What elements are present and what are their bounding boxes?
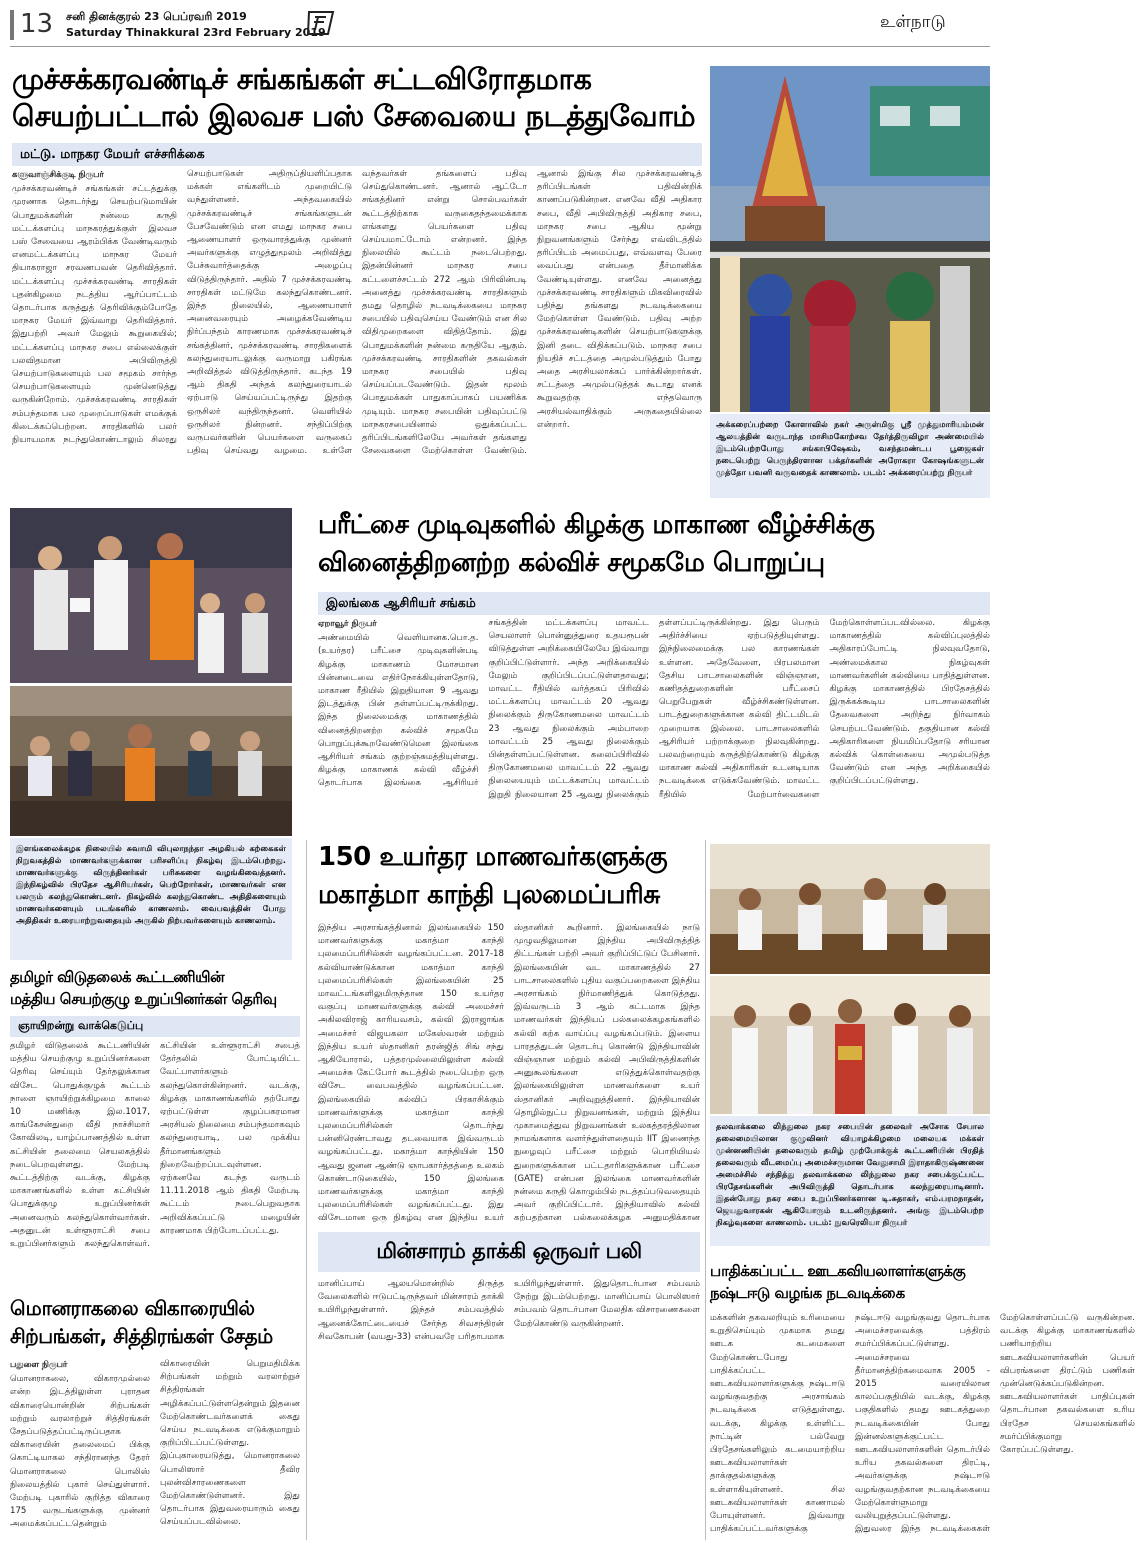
story2-subheading: இலங்கை ஆசிரியர் சங்கம் [318,592,990,615]
date-english: Saturday Thinakkural 23rd February 2019 [66,26,326,39]
temple-festival-photo [710,66,990,412]
story7-headline-line1: பாதிக்கப்பட்ட ஊடகவியலாளர்களுக்கு [710,1262,966,1280]
page-number: 13 [20,9,54,39]
story6-headline-box [318,1232,700,1272]
story1-text: முச்சக்கரவண்டிச் சங்கங்கள் சட்டத்துக்கு முரணாக தொடர்ந்து செயற்படுமாயின் பொதுமக்களின் நன்மை கருதி மட்டக்களப்பு மாநகரத்துக்குள் இலவச பஸ் சேவையை ஆரம்பிக்க வேண்டிவரும் எனமட்டக்களப்பு மாநகர மேயர் தியாகராஜா சரவணபவன் தெரிவித்தார். மட்டக்களப்பு முச்சக்கரவண்டி சாரதிகள் புதன்கிழமை நடத்திய ஆர்ப்பாட்டம் தொடர்பாக கருத்துத் தெரிவிக்கும்போதே மாநகர மேயர் இவ்வாறு தெரிவித்தார். இதுபற்றி அவர் மேலும் கூறுகையில்; மட்டக்களப்பு மாநகர சபை எல்லைக்குள் பலவிதமான அபிவிருத்தி செயற்பாடுகளையும் பல சமூகம் சார்ந்த செயற்பாடுகளையும் முன்னெடுத்து வருகின்றோம். முச்சக்கரவண்டி சாரதிகள் சம்பந்தமாக பல முறைப்பாடுகள் எமக்குக் கிடைக்கப்பெற்றன. சாரதிகளில் பலர் நியாயமாக நடந்துகொண்டாலும் சிலரது செயற்பாடுகள் அதிருப்தியளிப்பதாக மக்கள் எங்களிடம் முறையிட்டு வந்துள்ளனர். அந்தவகையில் முச்சக்கரவண்டிச் சங்கங்களுடன் பேசவேண்டும் என எமது மாநகர சபை ஆணையாளர் ஒருவாரத்துக்கு முன்னர் அவர்களுக்கு எழுத்துமூலம் அறிவித்து பேச்சுவார்த்தைக்கு அழைப்பு விடுத்திருந்தார். அதில் 7 முச்சக்கரவண்டி சாரதிகள் மட்டுமே கலந்துகொண்டனர். இந்த நிலையில், ஆணையாளர் அனைவரையும் அழைக்கவேண்டிய நிர்ப்பந்தம் காரணமாக முச்சக்கரவண்டிச் சங்கத்தினர், முச்சக்கரவண்டி சாரதிகளைக் கலந்துரையாடலுக்கு வருமாறு பகிரங்க அறிவித்தல் விடுத்திருந்தார். கடந்த 19 ஆம் திகதி அந்தக் கலந்துரையாடல் ஏற்பாடு செய்யப்பட்டிருந்து இதற்கு ஒருசிலர் வந்திருந்தனர். வெளியில் ஒருசிலர் நின்றனர். சந்திப்பிற்கு வருபவர்களின் பெயர்களை வருகைப் பதிவு செய்வது வழமை. உள்ளே வந்தவர்கள் தங்களைப் பதிவு செய்துகொண்டனர். ஆனால் ஆட்டோ சங்கத்தினர் என்று சொல்பவர்கள் கூட்டத்திற்காக வருகைதந்தமைக்காக எங்களது பெயர்களை பதிவு செய்யமாட்டோம் என்றனர். இந்த நிலையில் கூட்டம் நடைபெற்றது. இதன்பின்னர் மாநகர சபை கட்டளைச்சட்டம் 272 ஆம் பிரிவின்படி அனைத்து முச்சக்கரவண்டி சாரதிகளும் தமது தொழில் நடவடிக்கையை மாநகர சபையில் பதிவுசெய்ய வேண்டும் என சில விதிமுறைகளை விதித்தோம். இது பொதுமக்களின் நன்மை கருதியே ஆகும். முச்சக்கரவண்டி சாரதிகளின் தகவல்கள் மாநகர சபையில் பதிவு செய்யப்படவேண்டும். இதன் மூலம் பொதுமக்கள் பாதுகாப்பாகப் பயணிக்க முடியும். மாநகர சபையின் பதிவுப்பட்டு மாநகரசபையினால் ஒதுக்கப்பட்ட தரிப்பிடங்களிலேயே அவர்கள் தங்களது சேவைகளை மேற்கொள்ள வேண்டும். ஆனால் இங்கு சில முச்சக்கரவண்டித் தரிப்பிடங்கள் பதிவின்றிக் காணப்படுகின்றன. எனவே வீதி அதிகார சபை, வீதி அபிவிருத்தி அதிகார சபை, மாநகர சபை ஆகிய மூன்று நிறுவனங்களும் சேர்ந்து எவ்விடத்தில் தரிப்பிடம் அமைப்பது, எவ்வளவு பேரை வைப்பது என்பதை தீர்மானிக்க வேண்டியுள்ளது. எனவே அனைத்து முச்சக்கரவண்டி சாரதிகளும் மிகவிரைவில் பதிந்து தங்களது நடவடிக்கையை மேற்கொள்ள வேண்டும். பதிவு அற்ற முச்சக்கரவண்டிகளின் செயற்பாடுகளுக்கு இனி தடை விதிக்கப்படும். மாநகர சபை நியதிச் சட்டத்தை அமுல்படுத்தும் போது அதை அரசியலாக்கப் பார்க்கின்றார்கள். சட்டத்தை அமுல்படுத்தக் கூடாது எனக் கூறுவதற்கு எந்தவொரு அரசியல்வாதிக்கும் அருகதையில்லை என்றார். [12,169,702,457]
meeting-photo-caption: தலவாக்கலை லிந்துலை நகர சபையின் தலைவர் அசோக சேபால தலைமையிலான குழுவினர் வியாழக்கிழமை மலையக மக்கள் முன்னணியின் தலைவரும் தமிழ் முற்போக்குக் கூட்டணியின் பிரதித் தலைவரும் வீடமைப்பு அமைச்சருமான வேலுசாமி இராதாகிருஷ்ணனை அமைச்சில் சந்தித்து தலவாக்கலை லிந்துலை நகர சபைக்குட்பட்ட பிரதேசங்களின் அபிவிருத்தி தொடர்பாக கலந்துரையாடினார். இதன்போது நகர சபை உறுப்பினர்களான டி.சுதாகர், எம்.பரமநாதன், ஜெயதுவாரகன் ஆகியோரும் உடனிருந்தனர். அங்கு இடம்பெற்ற நிகழ்வுகளை காணலாம். படம்: நுவரெலியா நிருபர் [710,1116,990,1246]
audience-photo [10,686,292,836]
column-rule-right [705,840,706,1540]
story5-headline-line2: சிற்பங்கள், சித்திரங்கள் சேதம் [10,1324,273,1348]
meeting-photo-top [710,844,990,974]
section-name: உள்நாடு [880,12,946,32]
column-rule-left [306,840,307,1540]
story5-headline-line1: மொனராகலை விகாரையில் [10,1296,255,1320]
story3-headline-line2: மகாத்மா காந்தி புலமைப்பரிசு [318,880,660,910]
story1-subheading: மட்டு. மாநகர மேயர் எச்சரிக்கை [12,143,702,166]
meeting-photo-bottom [710,976,990,1114]
story5-byline: பதுளை நிருபர் [10,1359,68,1369]
award-photo-caption: இளங்கலைக்கழக நிலையில் சுவாமி விபுலாநந்தா அழகியல் கற்கைகள் நிறுவகத்தில் மாணவர்களுக்கான பரிசளிப்பு நிகழ்வு இடம்பெற்றது. மாணவர்களுக்கு விருந்தினர்கள் பரிசுகளை வழங்கிவைத்தனர். இந்நிகழ்வில் பிரதேச ஆசிரியர்கள், பெற்றோர்கள், மாணவர்கள் என பலரும் கலந்துகொண்டனர். நிகழ்வில் கலந்துகொண்ட அதிதிகளையும் மாணவர்களையும் படங்களில் காணலாம். வைபவத்தின் போது அதிதிகள் உரையாற்றுவதையும் அருகில் நிற்பவர்களையும் காணலாம். [10,838,292,960]
story5-text: மொனராகலை, விகாரமுல்லை என்ற இடத்திலுள்ள புராதன விகாரையொன்றின் சிற்பங்கள் மற்றும் வரலாற்றுச் சித்திரங்கள் சேதப்படுத்தப்பட்டிருப்பதாக விகாரையின் தலைமைப் பிக்கு கொட்டியாகல சந்திரானந்த தேரர் மொனராகலை பொலிஸ் நிலையத்தில் புகார் செய்துள்ளார். மேற்படி புகாரில் குறித்த விகாரை 175 வருடங்களுக்கு முன்னர் அமைக்கப்பட்டதென்றும் விகாரையின் பெறுமதிமிக்க சிற்பங்கள் மற்றும் வரலாற்றுச் சித்திரங்கள் அழிக்கப்பட்டுள்ளதென்றும் இதனை மேற்கொண்டவர்களைக் கைது செய்ய நடவடிக்கை எடுக்குமாறும் குறிப்பிடப்பட்டுள்ளது. இப்புகாரையடுத்து, மொனராகலை பொலிஸார் தீவிர புலன்விசாரணைகளை மேற்கொண்டுள்ளனர். இது தொடர்பாக இதுவரையாரும் கைது செய்யப்படவில்லை. [10,1359,300,1530]
story2-byline: ஏறாவூர் நிருபர் [318,618,377,628]
logo-icon [306,10,336,36]
story7-body: மக்களின் தகவலறியும் உரிமையை உறுதிசெய்யும் முகமாக தமது ஊடக கடமைகளை மேற்கொண்டபோது பாதிக்கப்பட்ட ஊடகவியலாளர்களுக்கு நஷ்டஈடு வழங்குவதற்கு அரசாங்கம் நடவடிக்கை எடுத்துள்ளது. வடக்கு, கிழக்கு உள்ளிட்ட நாட்டின் பல்வேறு பிரதேசங்களிலும் கடமையாற்றிய ஊடகவியலாளர்கள் தாக்குதல்களுக்கு உள்ளாகியுள்ளனர். சில ஊடகவியலாளர்கள் காணாமல் போயுள்ளனர். இவ்வாறு பாதிக்கப்பட்டவர்களுக்கு நஷ்டஈடு வழங்குவது தொடர்பாக அமைச்சரவைக்கு பத்திரம் சமர்ப்பிக்கப்பட்டுள்ளது. அமைச்சரவை தீர்மானத்திற்கமைவாக 2005 - 2015 வரையிலான காலப்பகுதியில் வடக்கு, கிழக்கு பகுதிகளில் தமது ஊடகத்துறை நடவடிக்கையின் போது இன்னல்களுக்குட்பட்ட ஊடகவியலாளர்களின் தொடர்பில் உரிய தகவல்களை திரட்டி, அவர்களுக்கு நஷ்டஈடு வழங்குவதற்கான நடவடிக்கையை மேற்கொள்ளுமாறு வலியுறுத்தப்பட்டுள்ளது. இதுவரை இந்த நடவடிக்கைகள் மேற்கொள்ளப்பட்டு வருகின்றன. வடக்கு கிழக்கு மாகாணங்களில் பணியாற்றிய ஊடகவியலாளர்களின் பெயர் விபரங்களை திரட்டும் பணிகள் முன்னெடுக்கப்படுகின்றன. ஊடகவியலாளர்கள் பாதிப்புகள் தொடர்பான தகவல்களை உரிய பிரதேச செயலகங்களில் சமர்ப்பிக்குமாறு கோரப்பட்டுள்ளது. [710,1313,1135,1535]
date-tamil: சனி தினக்குரல் 23 பெப்ரவரி 2019 [66,10,247,23]
story2-text: அண்மையில் வெளியானக.பொ.த. (உயர்தர) பரீட்சை முடிவுகளின்படி கிழக்கு மாகாணம் மோசமான பின்னடைவை எதிர்நோக்கியுள்ளதோடு, மாகாண ரீதியில் இறுதியான 9 ஆவது இடத்துக்கு பின் தள்ளப்பட்டிருக்கிறது. இந்த நிலைமைக்கு மாகாணத்தில் வினைத்திறனற்ற கல்விச் சமூகமே பொறுப்புக்கூறவேண்டுமென இலங்கை ஆசிரியர் சங்கம் குற்றஞ்சுமத்தியுள்ளது. கிழக்கு மாகாணக் கல்வி வீழ்ச்சி தொடர்பாக இலங்கை ஆசிரியர் சங்கத்தின் மட்டக்களப்பு மாவட்ட செயலாளர் பொன்னுத்துரை உதயரூபன் விடுத்துள்ள அறிக்கையிலேயே இவ்வாறு குறிப்பிட்டுள்ளார். அந்த அறிக்கையில் மேலும் குறிப்பிடப்பட்டுள்ளதாவது; மாவட்ட ரீதியில் வர்த்தகப் பிரிவில் மட்டக்களப்பு மாவட்டம் 20 ஆவது நிலைக்கும் திருகோணமலை மாவட்டம் 23 ஆவது நிலைக்கும் அம்பாறை மாவட்டம் 25 ஆவது நிலைக்கும் பின்தள்ளப்பட்டுள்ளன. கலைப்பிரிவில் திருகோணமலை மாவட்டம் 22 ஆவது நிலையையும் மட்டக்களப்பு மாவட்டம் இறுதி நிலையான 25 ஆவது நிலைக்கும் தள்ளப்பட்டிருக்கின்றது. இது பெரும் அதிர்ச்சியை ஏற்படுத்தியுள்ளது. இந்நிலைமைக்கு பல காரணங்கள் உள்ளன. அதேவேளை, பிரபலமான தேசிய பாடசாலைகளின் விஞ்ஞான, கணிதத்துறைகளின் பரீட்சைப் பெறுபேறுகள் வீழ்ச்சிகண்டுள்ளன. பாடத்துறைகளுக்கான கல்வி திட்டமிடல் முறையாக இல்லை. பாடசாலைகளில் ஆசிரியர் பற்றாக்குறை நிலவுகின்றது. பலவற்றையும் கருத்திற்கொண்டு கிழக்கு மாகாண கல்வி அதிகாரிகள் உடனடியாக நடவடிக்கை எடுக்கவேண்டும். மாவட்ட ரீதியில் மேற்பார்வைகளை மேற்கொள்ளப்படவில்லை. கிழக்கு மாகாணத்தில் கல்விப்புலத்தில் அதிகாரப்போட்டி நிலவுவதோடு, அண்மைக்கால நிகழ்வுகள் மாணவர்களின் கல்வியை பாதித்துள்ளன. கிழக்கு மாகாணத்தில் பிரதேசத்தில் இருக்கக்கூடிய பாடசாலைகளின் தேவைகளை அறிந்து நிர்வாகம் செயற்படவேண்டும். தகுதியான கல்வி அதிகாரிகளை நியமிப்பதோடு சரியான கல்விக் கொள்கையை அமுல்படுத்த வேண்டும் என அந்த அறிக்கையில் குறிப்பிடப்பட்டுள்ளது. [318,618,990,800]
story6-headline: மின்சாரம் தாக்கி ஒருவர் பலி [376,1239,642,1263]
story4-headline-line2: மத்திய செயற்குழு உறுப்பினர்கள் தெரிவு [10,990,277,1008]
story1-headline-line1: முச்சக்கரவண்டிச் சங்கங்கள் சட்டவிரோதமாக [12,62,592,96]
story4-headline-line1: தமிழர் விடுதலைக் கூட்டணியின் [10,968,225,986]
story6-body: மானிப்பாய் ஆலயமொன்றில் திருத்த வேலைகளில் ஈடுபட்டிருந்தவர் மின்சாரம் தாக்கி உயிரிழந்துள்ளார். இந்தச் சம்பவத்தில் ஆனைக்கோட்டையைச் சேர்ந்த சிவசந்திரன் சிவகோபன் (வயது-33) என்பவரே பரிதாபமாக உயிரிழந்துள்ளார். இதுதொடர்பான சம்பவம் நேற்று இடம்பெற்றது. மானிப்பாய் பொலிஸார் சம்பவம் தொடர்பான மேலதிக விசாரணைகளை மேற்கொண்டு வருகின்றனர். [318,1279,700,1342]
story3-headline-line1: 150 உயர்தர மாணவர்களுக்கு [318,842,668,872]
story1-byline: களுவாஞ்சிக்குடி நிருபர் [12,169,104,179]
story3-body: இந்திய அரசாங்கத்தினால் இலங்கையில் 150 மாணவர்களுக்கு மகாத்மா காந்தி புலமைப்பரிசில்கள் வழங்கப்பட்டன. 2017-18 கல்வியாண்டுக்கான மகாத்மா காந்தி புலமைப்பரிசில்கள் இலங்கையின் 25 மாவட்டங்களிலுமிருந்தான 150 உயர்தர வகுப்பு மாணவர்களுக்கு கல்வி அமைச்சர் அகிலவிராஜ் காரியவசம், கல்வி இராஜாங்க அமைச்சர் விஜயகலா மகேஸ்வரன் மற்றும் இந்திய உயர் ஸ்தானிகர் தரன்ஜித் சிங் சந்து ஆகியோரால், பத்தரமுல்லையிலுள்ள கல்வி அமைச்சு கேட்போர் கூடத்தில் நடைபெற்ற ஒரு விசேட வைபவத்தில் வழங்கப்பட்டன. இலங்கையில் கல்விப் பிரகாசிக்கும் மாணவர்களுக்கு மகாத்மா காந்தி புலமைப்பரிசில்கள் தொடர்ந்து பன்னிரெண்டாவது தடவையாக இவ்வருடம் வழங்கப்பட்டது. மகாத்மா காந்தியின் 150 ஆவது ஜனன ஆண்டு ஞாபகார்த்தத்தை உலகம் கொண்டாடுகையில், 150 இலங்கை மாணவர்களுக்கு மகாத்மா காந்தி புலமைப்பரிசில்கள் வழங்கப்பட்டது. இது விசேடமான ஒரு நிகழ்வு என இந்திய உயர் ஸ்தானிகர் கூறினார். இலங்கையில் நாடு முழுவதிலுமான இந்திய அபிவிருத்தித் திட்டங்கள் பற்றி அவர் குறிப்பிட்டுப் பேசினார். இலங்கையின் வட மாகாணத்தில் 27 பாடசாலைகளில் புதிய வகுப்பறைகளை இந்திய அரசாங்கம் நிர்மாணித்துக் கொடுத்தது. இவ்வருடம் 3 ஆம் கட்டமாக இந்த மாணவர்கள் இந்தியப் பல்கலைக்கழகங்களில் கல்வி கற்க வாய்ப்பு வழங்கப்படும். இளைய பாரதத்துடன் தொடர்பு கொண்டு இந்தியாவின் விஞ்ஞான மற்றும் கல்வி அபிவிருத்திகளின் அனுகூலங்களை எடுத்துக்கொள்வதற்கு இலங்கையிலுள்ள மாணவர்களை உயர் ஸ்தானிகர் அறிவுறுத்தினார். இந்தியாவின் தொழில்நுட்ப நிறுவனங்கள், மற்றும் இந்திய முகாமைத்துவ நிறுவனங்கள் உலகத்தரத்திலான நாமங்களாக வளர்ந்துள்ளதையும் IIT இணைந்த நுழைவுப் பரீட்சை மற்றும் பொறியியல் துறைகளுக்கான பட்டதாரிகளுக்கான பரீட்சை (GATE) என்பன இலங்கை மாணவர்களின் நன்மை கருதி கொழும்பில் நடத்தப்படுவதையும் அவர் குறிப்பிட்டார். இந்தியாவில் கல்வி கற்பதற்கான பல்கலைக்கழக அனுமதிக்கான [318,923,700,1224]
award-ceremony-photo [10,508,292,683]
page-number-bar [10,10,14,40]
story7-headline-line2: நஷ்டஈடு வழங்க நடவடிக்கை [710,1284,905,1302]
story1-headline-line2: செயற்பட்டால் இலவச பஸ் சேவையை நடத்துவோம் [12,99,696,133]
story4-body: தமிழர் விடுதலைக் கூட்டணியின் மத்திய செயற்குழு உறுப்பினர்களை தெரிவு செய்யும் தேர்தலுக்கான விசேட பொதுக்குழுக் கூட்டம் நாளை ஞாயிற்றுக்கிழமை காலை 10 மணிக்கு இல.1017, காங்கேசன்துறை வீதி நாச்சிமார் கோவிலடி, யாழ்ப்பாணத்தில் உள்ள கட்சியின் தலைமை செயலகத்தில் நடைபெறவுள்ளது. மேற்படி கூட்டத்திற்கு வடக்கு, கிழக்கு மாகாணங்களில் உள்ள கட்சியின் பொதுக்குழு உறுப்பினர்கள் அனைவரும் கலந்துகொள்வார்கள். அதனுடன் உள்ளூராட்சி சபை உறுப்பினர்களும் கலந்துகொள்வர். கட்சியின் உள்ளூராட்சி சபைத் தேர்தலில் போட்டியிட்ட வேட்பாளர்களும் கலந்துகொள்கின்றனர். வடக்கு, கிழக்கு மாகாணங்களில் தற்போது ஏற்பட்டுள்ள குழப்பகரமான அரசியல் நிலைமை சம்பந்தமாகவும் கலந்துரையாடி, பல முக்கிய தீர்மானங்களும் நிறைவேற்றப்படவுள்ளன. ஏற்கனவே கடந்த வருடம் 11.11.2018 ஆம் திகதி மேற்படி கூட்டம் நடைபெறுவதாக அறிவிக்கப்பட்டு மழையின் காரணமாக பிற்போடப்பட்டது. [10,1041,300,1250]
masthead-rule [10,46,990,47]
story1-body [12,168,702,498]
masthead [0,0,1000,48]
story2-headline-line2: வினைத்திறனற்ற கல்விச் சமூகமே பொறுப்பு [318,548,825,578]
story2-headline-line1: பரீட்சை முடிவுகளில் கிழக்கு மாகாண வீழ்ச்சிக்கு [318,510,875,540]
story5-body [10,1358,300,1538]
story2-body [318,617,990,825]
temple-photo-caption: அக்கரைப்பற்றை கோளாவில் நகர் அருள்மிகு ஸ்ரீ முத்துமாரியம்மன் ஆலயத்தின் வருடாந்த மாசிமகோற்சவ தேர்த்திருவிழா அண்மையில் இடம்பெற்றபோது சங்காபிஷேகம், வசந்தமண்டப பூஜைகள் நடைபெற்று பெருந்திரளான பக்தர்களின் அரோகரா கோஷங்களுடன் முத்தோ பவனி வருவதைக் காணலாம். படம்: அக்கரைப்பற்று நிருபர் [710,414,990,498]
story4-subheading: ஞாயிறன்று வாக்கெடுப்பு [10,1016,300,1037]
